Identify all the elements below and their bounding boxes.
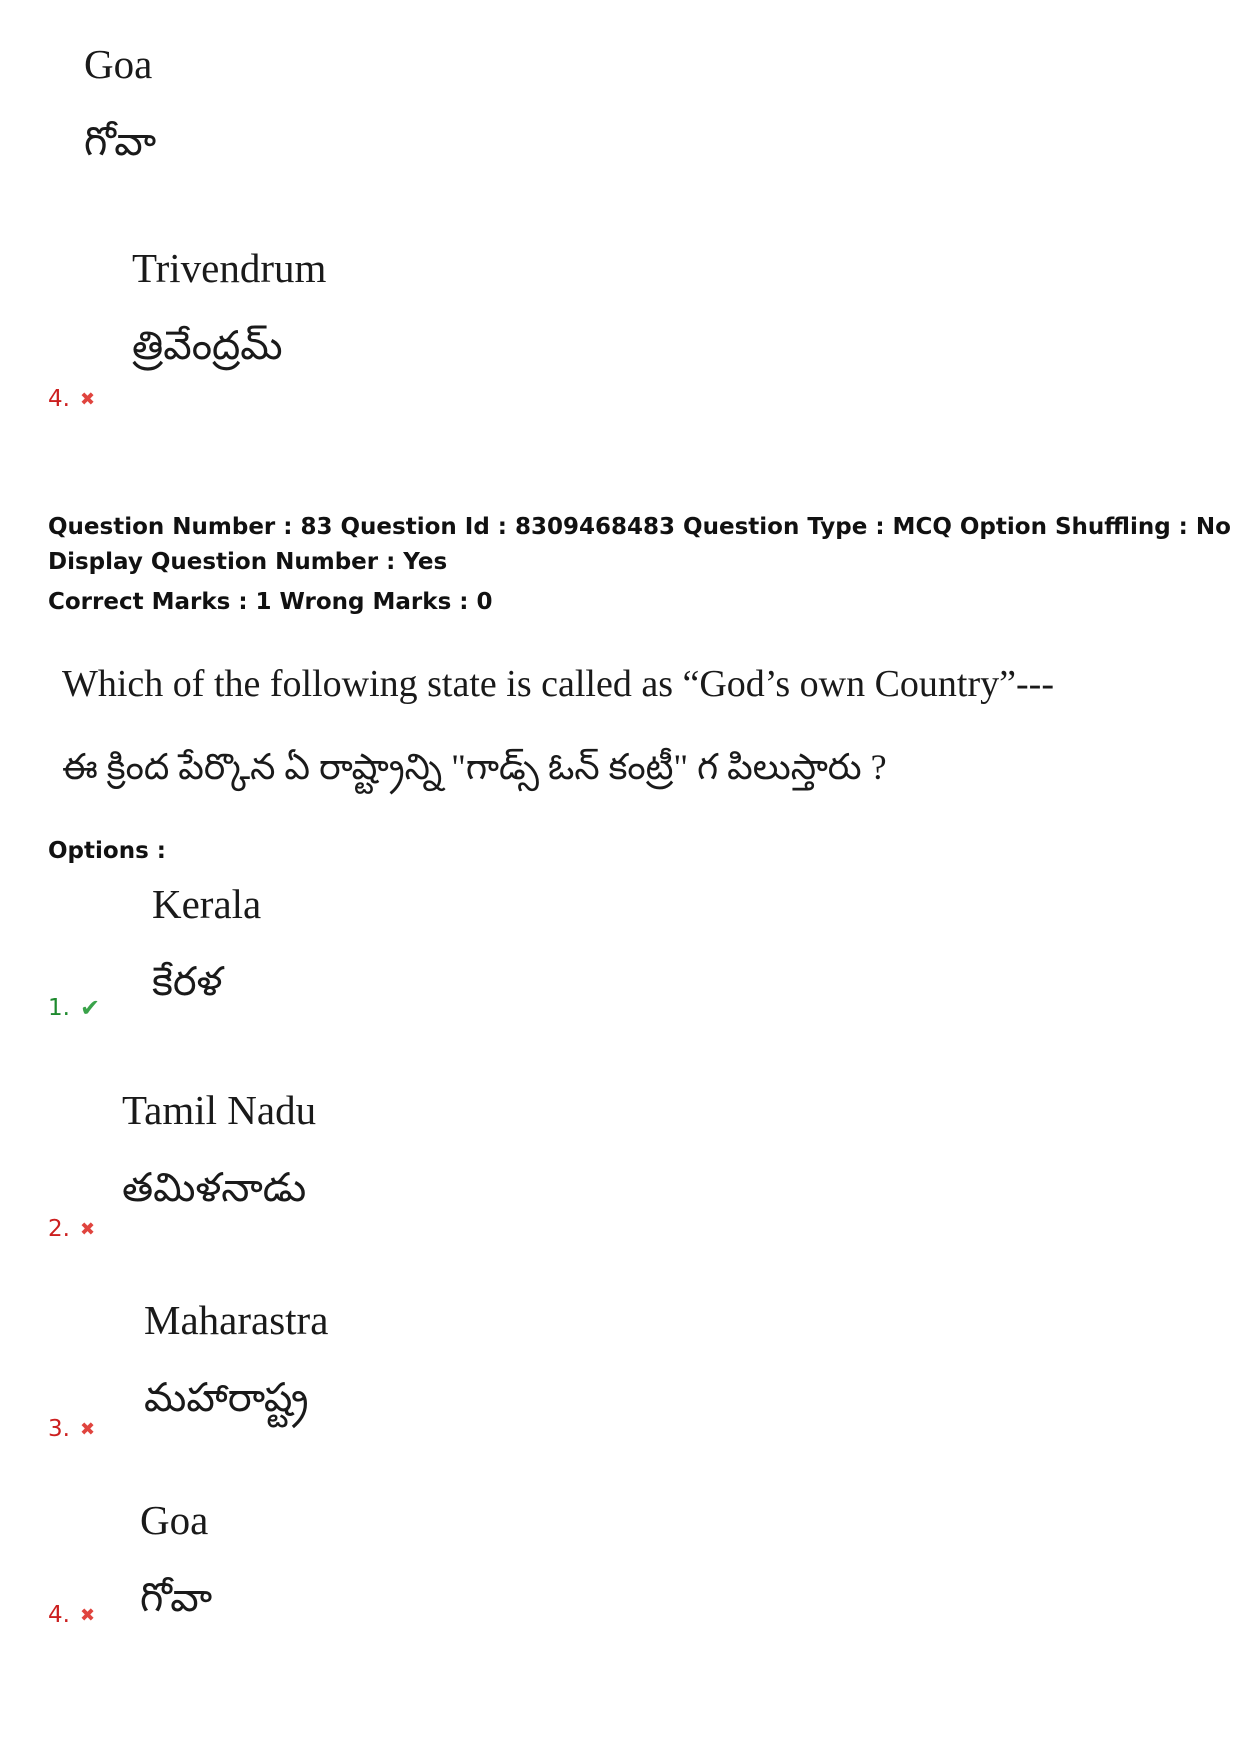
option-3-number: 3. ✖ bbox=[48, 1416, 96, 1442]
option-2-telugu: తమిళనాడు bbox=[122, 1165, 307, 1210]
prev-option4-english: Trivendrum bbox=[132, 245, 327, 291]
question-text-telugu: ఈ క్రింద పేర్కొన ఏ రాష్ట్రాన్ని "గాడ్స్ ఓన్ కంట్రీ" గ పిలుస్తారు ? bbox=[62, 747, 887, 787]
options-label: Options : bbox=[48, 838, 166, 864]
option-4-english: Goa bbox=[140, 1497, 209, 1543]
option-4-number: 4. ✖ bbox=[48, 1602, 96, 1628]
question-meta-line2: Display Question Number : Yes bbox=[48, 549, 448, 575]
cross-icon: ✖ bbox=[79, 388, 96, 410]
prev-option3-english: Goa bbox=[84, 41, 153, 87]
option-3-telugu: మహారాష్ట్ర bbox=[144, 1375, 309, 1420]
cross-icon: ✖ bbox=[79, 1418, 96, 1440]
question-marks: Correct Marks : 1 Wrong Marks : 0 bbox=[48, 589, 493, 615]
prev-option4-number: 4. ✖ bbox=[48, 386, 96, 412]
option-2-english: Tamil Nadu bbox=[122, 1087, 317, 1133]
check-icon: ✔ bbox=[79, 994, 101, 1022]
cross-icon: ✖ bbox=[79, 1218, 96, 1240]
option-1-english: Kerala bbox=[152, 881, 262, 927]
question-meta-line1: Question Number : 83 Question Id : 8309468483 Question Type : MCQ Option Shuffling : No bbox=[48, 514, 1231, 540]
question-text-english: Which of the following state is called as “God’s own Country”--- bbox=[62, 663, 1054, 705]
option-3-english: Maharastra bbox=[144, 1297, 329, 1343]
option-1-number: 1. ✔ bbox=[48, 994, 101, 1022]
prev-option3-telugu: గోవా bbox=[84, 119, 157, 164]
option-2-number: 2. ✖ bbox=[48, 1216, 96, 1242]
prev-option4-telugu: త్రివేంద్రమ్ bbox=[132, 323, 283, 368]
option-4-telugu: గోవా bbox=[140, 1575, 213, 1620]
option-1-telugu: కేరళ bbox=[152, 959, 223, 1004]
cross-icon: ✖ bbox=[79, 1604, 96, 1626]
